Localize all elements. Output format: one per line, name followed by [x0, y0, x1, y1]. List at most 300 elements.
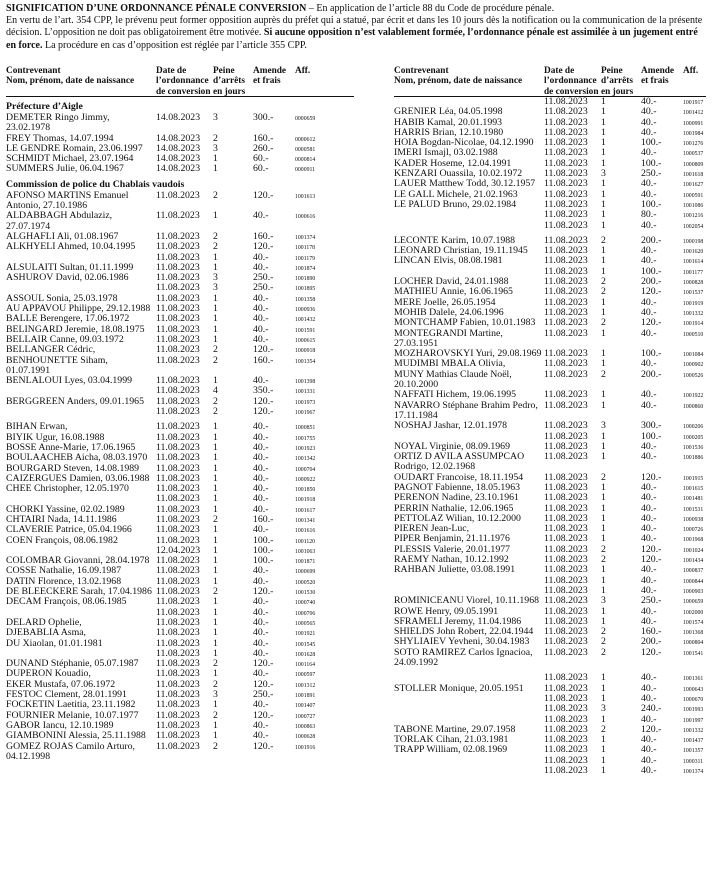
order-date: 11.08.2023 [544, 554, 588, 566]
days-arrest: 1 [213, 292, 218, 304]
fine-amount: 40.- [641, 126, 657, 138]
days-arrest: 1 [213, 647, 218, 659]
case-number: 1001179 [295, 255, 316, 262]
case-number: 0000814 [295, 157, 316, 164]
offender-name: BELLAIR Canne, 09.03.1972 [6, 333, 124, 345]
order-date: 11.08.2023 [544, 481, 588, 493]
order-date: 11.08.2023 [156, 323, 200, 335]
offender-name: ALGHAFLI Ali, 01.08.1967 [6, 230, 119, 242]
order-date: 11.08.2023 [544, 116, 588, 128]
case-number: 1000903 [683, 588, 704, 595]
days-arrest: 1 [601, 672, 606, 684]
days-arrest: 1 [601, 430, 606, 442]
order-date: 11.08.2023 [156, 678, 200, 690]
order-date: 11.08.2023 [156, 637, 200, 649]
case-number: 1001332 [683, 727, 704, 734]
order-date: 11.08.2023 [156, 431, 200, 443]
fine-amount: 40.- [641, 389, 657, 401]
fine-amount: 40.- [641, 481, 657, 493]
order-date: 11.08.2023 [156, 483, 200, 495]
fine-amount: 200.- [641, 276, 662, 288]
fine-amount: 40.- [253, 441, 269, 453]
order-date: 11.08.2023 [156, 647, 200, 659]
days-arrest: 1 [213, 730, 218, 742]
order-date: 11.08.2023 [544, 765, 588, 776]
days-arrest: 2 [213, 354, 218, 366]
days-arrest: 2 [213, 189, 218, 201]
order-date: 11.08.2023 [544, 430, 588, 442]
fine-amount: 100.- [253, 555, 274, 567]
table-row [394, 452, 706, 473]
case-number: 1001537 [683, 290, 704, 297]
offender-name: DEMETER Ringo Jimmy, 23.02.1978 [6, 112, 110, 134]
header-peine: Peine d’arrêts en jours [601, 66, 634, 97]
offender-name: KENZARI Ouassila, 10.02.1972 [394, 168, 523, 180]
fine-amount: 40.- [253, 699, 269, 711]
days-arrest: 1 [213, 493, 218, 505]
order-date: 11.08.2023 [156, 740, 200, 752]
days-arrest: 1 [601, 440, 606, 452]
fine-amount: 40.- [641, 512, 657, 524]
offender-name: SHIELDS John Robert, 22.04.1944 [394, 626, 534, 638]
order-date: 11.08.2023 [156, 462, 200, 474]
case-number: 1000727 [295, 713, 316, 720]
offender-name: MOZHAROVSKYI Yuri, 29.08.1969 [394, 348, 542, 360]
case-number: 0000911 [295, 167, 316, 174]
days-arrest: 1 [601, 96, 606, 107]
table-row [6, 191, 354, 212]
case-number: 1001412 [683, 110, 704, 117]
offender-name: BALLE Berengere, 17.06.1972 [6, 313, 130, 325]
order-date: 11.08.2023 [156, 524, 200, 536]
fine-amount: 100.- [641, 265, 662, 277]
offender-name: GRENIER Léa, 04.05.1998 [394, 106, 503, 118]
fine-amount: 120.- [641, 723, 662, 735]
offender-name: LAUER Matthew Todd, 30.12.1957 [394, 178, 536, 190]
order-date: 11.08.2023 [156, 606, 200, 618]
order-date: 11.08.2023 [544, 255, 588, 267]
case-number: 1001997 [683, 717, 704, 724]
order-date: 11.08.2023 [156, 272, 200, 284]
case-number: 1000311 [683, 758, 704, 765]
table-row [394, 370, 706, 391]
days-arrest: 2 [213, 406, 218, 418]
offender-name: LE PALUD Bruno, 29.02.1984 [394, 198, 517, 210]
order-date: 11.08.2023 [544, 420, 588, 432]
days-arrest: 3 [213, 689, 218, 701]
days-arrest: 1 [601, 533, 606, 545]
case-number: 1001874 [295, 265, 316, 272]
offender-name: BELINGARD Jeremie, 18.08.1975 [6, 323, 145, 335]
case-number: 1001086 [683, 202, 704, 209]
case-number: 1001922 [683, 393, 704, 400]
case-number: 1000628 [295, 734, 316, 741]
days-arrest: 1 [601, 481, 606, 493]
days-arrest: 1 [213, 503, 218, 515]
offender-name: DELARD Ophelie, [6, 616, 82, 628]
days-arrest: 1 [213, 462, 218, 474]
fine-amount: 120.- [641, 646, 662, 658]
left-column [6, 66, 354, 762]
right-table-header [394, 66, 706, 97]
days-arrest: 2 [213, 395, 218, 407]
order-date: 11.08.2023 [544, 471, 588, 483]
offender-name: SHYLIAIEV Yevheni, 30.04.1983 [394, 636, 530, 648]
case-number: 1001332 [683, 310, 704, 317]
case-number: 1001968 [683, 537, 704, 544]
case-number: 1000837 [683, 568, 704, 575]
case-number: 1001276 [683, 141, 704, 148]
case-number: 1001164 [295, 662, 316, 669]
days-arrest: 2 [213, 344, 218, 356]
order-date: 11.08.2023 [156, 627, 200, 639]
case-number: 1000643 [683, 686, 704, 693]
case-number: 1000616 [295, 214, 316, 221]
order-date: 11.08.2023 [544, 492, 588, 504]
days-arrest: 2 [601, 543, 606, 555]
table-row [6, 731, 354, 741]
order-date: 11.08.2023 [544, 168, 588, 180]
case-number: 1001915 [683, 475, 704, 482]
days-arrest: 1 [213, 472, 218, 484]
offender-name: COEN François, 08.06.1982 [6, 534, 118, 546]
offender-name: FOURNIER Melanie, 10.07.1977 [6, 709, 139, 721]
offender-name: PIPER Benjamin, 21.11.1976 [394, 533, 510, 545]
order-date: 11.08.2023 [156, 513, 200, 525]
table-row [6, 164, 354, 174]
case-number: 1000851 [295, 425, 316, 432]
fine-amount: 120.- [253, 406, 274, 418]
case-number: 1001530 [295, 590, 316, 597]
days-arrest: 1 [601, 692, 606, 704]
order-date: 11.08.2023 [544, 744, 588, 756]
order-date: 11.08.2023 [156, 303, 200, 315]
case-number: 1001536 [683, 444, 704, 451]
offender-name: FOCKETIN Laetitia, 23.11.1982 [6, 699, 136, 711]
fine-amount: 40.- [641, 399, 657, 411]
order-date: 11.08.2023 [544, 523, 588, 535]
order-date: 11.08.2023 [156, 261, 200, 273]
offender-name: MONTEGRANDI Martine, 27.03.1951 [394, 327, 503, 349]
case-number: 1000809 [683, 161, 704, 168]
offender-name: HARRIS Brian, 12.10.1980 [394, 126, 504, 138]
fine-amount: 40.- [641, 615, 657, 627]
order-date: 11.08.2023 [156, 251, 200, 263]
order-date: 11.08.2023 [544, 106, 588, 118]
header-date: Date de l’ordonnance de conversion [544, 66, 599, 97]
left-table-body [6, 101, 354, 762]
case-number: 1000537 [683, 151, 704, 158]
days-arrest: 1 [601, 574, 606, 586]
order-date: 11.08.2023 [544, 440, 588, 452]
case-number: 1001434 [683, 558, 704, 565]
case-number: 1001178 [295, 245, 316, 252]
fine-amount: 120.- [641, 554, 662, 566]
fine-amount: 40.- [253, 524, 269, 536]
days-arrest: 1 [601, 605, 606, 617]
header-amende: Amende et frais [253, 66, 287, 87]
fine-amount: 160.- [253, 132, 274, 144]
table-row [394, 704, 706, 714]
fine-amount: 120.- [641, 543, 662, 555]
fine-amount: 100.- [641, 157, 662, 169]
days-arrest: 2 [213, 740, 218, 752]
order-date: 11.08.2023 [544, 754, 588, 766]
days-arrest: 1 [601, 106, 606, 118]
order-date: 11.08.2023 [544, 358, 588, 370]
fine-amount: 300.- [253, 112, 274, 123]
days-arrest: 2 [601, 234, 606, 246]
order-date: 11.08.2023 [544, 137, 588, 149]
table-row [6, 211, 354, 232]
fine-amount: 40.- [253, 323, 269, 335]
days-arrest: 1 [601, 451, 606, 463]
case-number: 1001437 [683, 738, 704, 745]
fine-amount: 40.- [641, 672, 657, 684]
offender-name: NOYAL Virginie, 08.09.1969 [394, 440, 510, 452]
fine-amount: 40.- [253, 431, 269, 443]
days-arrest: 1 [601, 348, 606, 360]
offender-name: LECONTE Karim, 10.07.1988 [394, 234, 516, 246]
table-row [394, 329, 706, 350]
notice-bold-text: Si aucune opposition n’est valablement formée, l’ordonnance pénale est assimilée à un jugement entré en force. [6, 27, 698, 51]
order-date: 11.08.2023 [544, 178, 588, 190]
days-arrest: 2 [601, 636, 606, 648]
fine-amount: 40.- [641, 682, 657, 694]
order-date: 11.08.2023 [156, 699, 200, 711]
order-date: 11.08.2023 [544, 265, 588, 277]
days-arrest: 1 [601, 744, 606, 756]
case-number: 1001967 [295, 410, 316, 417]
fine-amount: 350.- [253, 385, 274, 397]
offender-name: PAGNOT Fabienne, 18.05.1963 [394, 481, 521, 493]
case-number: 1001063 [295, 548, 316, 555]
days-arrest: 1 [213, 575, 218, 587]
offender-name: DU Xiaolan, 01.01.1981 [6, 637, 103, 649]
days-arrest: 1 [213, 544, 218, 556]
fine-amount: 40.- [253, 616, 269, 628]
fine-amount: 200.- [641, 636, 662, 648]
header-peine: Peine d’arrêts en jours [213, 66, 246, 97]
case-number: 1000198 [683, 238, 704, 245]
days-arrest: 1 [601, 188, 606, 200]
offender-name: BERGGREEN Anders, 09.01.1965 [6, 395, 144, 407]
days-arrest: 3 [601, 168, 606, 180]
case-number: 1001216 [683, 213, 704, 220]
offender-name: PLESSIS Valerie, 20.01.1977 [394, 543, 511, 555]
order-date: 11.08.2023 [156, 452, 200, 464]
days-arrest: 1 [601, 713, 606, 725]
offender-name: STOLLER Monique, 20.05.1951 [394, 682, 524, 694]
case-number: 1001331 [295, 389, 316, 396]
case-number: 1001342 [295, 456, 316, 463]
days-arrest: 1 [601, 584, 606, 596]
case-number: 0000612 [295, 136, 316, 143]
case-number: 1001891 [295, 693, 316, 700]
case-number: 1000991 [683, 120, 704, 127]
days-arrest: 1 [601, 245, 606, 257]
order-date: 11.08.2023 [156, 210, 200, 222]
fine-amount: 240.- [641, 703, 662, 715]
case-number: 1001531 [683, 506, 704, 513]
days-arrest: 1 [601, 178, 606, 190]
offender-name: FESTOC Clement, 28.01.1991 [6, 689, 127, 701]
order-date: 11.08.2023 [544, 327, 588, 339]
order-date: 11.08.2023 [156, 421, 200, 433]
days-arrest: 2 [601, 286, 606, 298]
order-date: 11.08.2023 [544, 234, 588, 246]
order-date: 11.08.2023 [544, 564, 588, 576]
days-arrest: 3 [601, 595, 606, 607]
days-arrest: 2 [213, 241, 218, 253]
case-number: 1001627 [683, 182, 704, 189]
case-number: 1000844 [683, 578, 704, 585]
offender-name: MUNY Mathias Claude Noël, 20.10.2000 [394, 368, 512, 391]
order-date: 11.08.2023 [544, 512, 588, 524]
days-arrest: 1 [213, 452, 218, 464]
case-number: 1001368 [683, 630, 704, 637]
days-arrest: 3 [213, 272, 218, 284]
days-arrest: 2 [601, 368, 606, 380]
table-row [6, 628, 354, 638]
days-arrest: 2 [213, 658, 218, 670]
days-arrest: 2 [601, 317, 606, 329]
order-date: 11.08.2023 [544, 389, 588, 401]
fine-amount: 40.- [641, 744, 657, 756]
order-date: 11.08.2023 [544, 723, 588, 735]
fine-amount: 40.- [253, 575, 269, 587]
days-arrest: 1 [601, 765, 606, 776]
case-number: 1001755 [295, 435, 316, 442]
order-date: 11.08.2023 [544, 682, 588, 694]
offender-name: BOULAACHEB Aicha, 08.03.1970 [6, 452, 148, 464]
case-number: 1001919 [683, 300, 704, 307]
order-date: 11.08.2023 [156, 313, 200, 325]
case-number: 1000706 [295, 610, 316, 617]
fine-amount: 40.- [253, 647, 269, 659]
fine-amount: 40.- [641, 564, 657, 576]
table-row [394, 648, 706, 669]
days-arrest: 3 [213, 112, 218, 123]
days-arrest: 1 [213, 431, 218, 443]
offender-name: BIYIK Ugur, 16.08.1988 [6, 431, 105, 443]
fine-amount: 250.- [253, 282, 274, 294]
fine-amount: 100.- [641, 348, 662, 360]
days-arrest: 1 [213, 421, 218, 433]
order-date: 11.08.2023 [156, 493, 200, 505]
offender-name: HABIB Kamal, 20.01.1993 [394, 116, 503, 128]
fine-amount: 200.- [641, 368, 662, 380]
fine-amount: 40.- [253, 719, 269, 731]
days-arrest: 1 [601, 147, 606, 159]
order-date: 11.08.2023 [156, 375, 200, 387]
fine-amount: 100.- [253, 534, 274, 546]
order-date: 11.08.2023 [156, 344, 200, 356]
order-date: 11.08.2023 [156, 555, 200, 567]
days-arrest: 2 [601, 626, 606, 638]
days-arrest: 2 [213, 230, 218, 242]
case-number: 1000526 [683, 372, 704, 379]
case-number: 1000860 [683, 403, 704, 410]
fine-amount: 40.- [253, 313, 269, 325]
order-date: 11.08.2023 [544, 317, 588, 329]
days-arrest: 1 [601, 399, 606, 411]
table-row [6, 113, 354, 134]
days-arrest: 1 [601, 126, 606, 138]
offender-name: MUDIMBI MBALA Olivia, [394, 358, 506, 370]
fine-amount: 40.- [641, 96, 657, 107]
order-date: 11.08.2023 [156, 658, 200, 670]
order-date: 11.08.2023 [156, 616, 200, 628]
offender-name: NOSHAJ Jashar, 12.01.1978 [394, 420, 508, 432]
case-number: 1001312 [295, 682, 316, 689]
offender-name: MERE Joelle, 26.05.1954 [394, 296, 496, 308]
offender-name: ASSOUL Sonia, 25.03.1978 [6, 292, 118, 304]
offender-name: CHORKI Yassine, 02.02.1989 [6, 503, 125, 515]
order-date: 11.08.2023 [544, 276, 588, 288]
days-arrest: 1 [601, 734, 606, 746]
case-number: 1001341 [295, 517, 316, 524]
days-arrest: 1 [213, 163, 218, 175]
case-number: 1001614 [683, 259, 704, 266]
days-arrest: 1 [601, 219, 606, 231]
fine-amount: 40.- [641, 306, 657, 318]
offender-name: BENHOUNETTE Siham, 01.07.1991 [6, 354, 108, 376]
case-number: 1000804 [683, 640, 704, 647]
header-name: Contrevenant Nom, prénom, date de naissance [6, 66, 135, 87]
fine-amount: 40.- [253, 503, 269, 515]
order-date: 11.08.2023 [544, 584, 588, 596]
days-arrest: 1 [601, 389, 606, 401]
case-number: 1001914 [683, 321, 704, 328]
order-date: 11.08.2023 [544, 286, 588, 298]
fine-amount: 40.- [641, 713, 657, 725]
case-number: 0000581 [295, 146, 316, 153]
days-arrest: 1 [213, 534, 218, 546]
offender-name: COLOMBAR Giovanni, 28.04.1978 [6, 555, 150, 567]
case-number: 1000938 [683, 516, 704, 523]
case-number: 1001918 [295, 497, 316, 504]
offender-name: DUPERON Kouadio, [6, 668, 91, 680]
fine-amount: 40.- [253, 606, 269, 618]
order-date: 11.08.2023 [156, 668, 200, 680]
notice-tail-text: La procédure en cas d’opposition est réglée par l’article 355 CPP. [42, 39, 307, 51]
fine-amount: 40.- [641, 255, 657, 267]
order-date: 11.08.2023 [156, 565, 200, 577]
header-aff: Aff. [683, 66, 699, 76]
fine-amount: 160.- [641, 626, 662, 638]
offender-name: LOCHER David, 24.01.1988 [394, 276, 509, 288]
order-date: 11.08.2023 [544, 245, 588, 257]
fine-amount: 120.- [641, 286, 662, 298]
fine-amount: 40.- [253, 493, 269, 505]
order-date: 11.08.2023 [544, 157, 588, 169]
offender-name: MATHIEU Annie, 16.06.1965 [394, 286, 513, 298]
days-arrest: 4 [213, 385, 218, 397]
case-number: 1001620 [683, 249, 704, 256]
right-table-body [394, 97, 706, 776]
offender-name: PERENON Nadine, 23.10.1961 [394, 492, 519, 504]
header-amende: Amende et frais [641, 66, 675, 87]
case-number: 1001432 [295, 317, 316, 324]
days-arrest: 2 [601, 646, 606, 658]
offender-name: DATIN Florence, 13.02.1968 [6, 575, 122, 587]
order-date: 11.08.2023 [156, 441, 200, 453]
days-arrest: 1 [213, 606, 218, 618]
days-arrest: 1 [601, 523, 606, 535]
order-date: 11.08.2023 [544, 636, 588, 648]
case-number: 1001357 [683, 748, 704, 755]
